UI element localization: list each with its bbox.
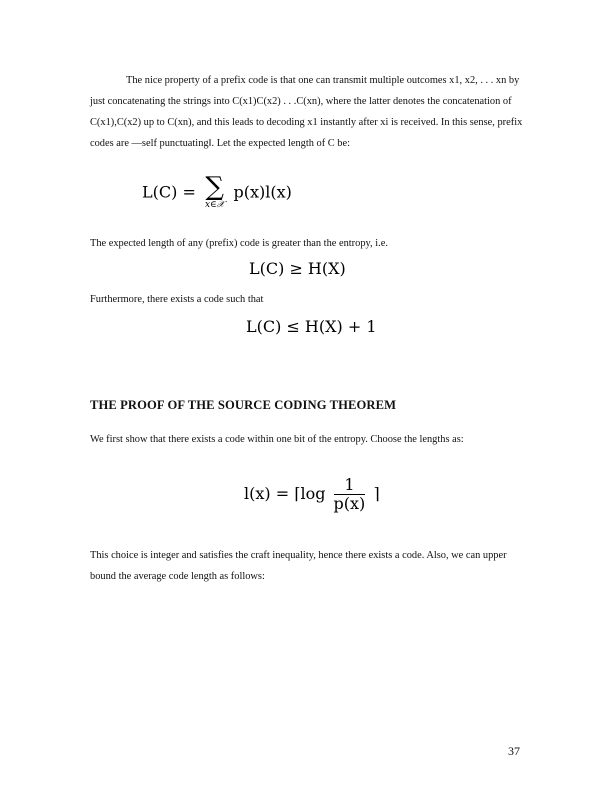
fraction: [334, 476, 366, 513]
fraction-denominator: p(x): [333, 494, 366, 513]
equation-expected-length: [142, 172, 292, 210]
paragraph-craft-inequality: This choice is integer and satisfies the craft inequality, hence there exists a code. Also, we can upper bound the average code length as follows:: [90, 550, 507, 582]
paragraph-furthermore: Furthermore, there exists a code such that: [90, 294, 264, 305]
equation-upper-bound: L(C) ≤ H(X) + 1: [246, 317, 377, 336]
eq1-rhs: p(x)l(x): [233, 182, 292, 202]
equation-length-choice: [244, 476, 380, 513]
fraction-numerator: 1: [334, 476, 366, 495]
sigma-symbol: ∑: [205, 172, 224, 202]
eq4-ceiling-close: ⌉: [373, 484, 380, 503]
summation-subscript: x∈𝒳: [204, 200, 225, 210]
paragraph-choose-lengths: We first show that there exists a code within one bit of the entropy. Choose the lengths as:: [90, 434, 464, 445]
summation: [204, 172, 225, 210]
paragraph-entropy-bound: The expected length of any (prefix) code is greater than the entropy, i.e.: [90, 238, 388, 249]
equation-lower-bound: L(C) ≥ H(X): [249, 259, 346, 278]
page-number: 37: [508, 744, 520, 758]
eq1-lhs: L(C) =: [142, 182, 196, 202]
section-heading: THE PROOF OF THE SOURCE CODING THEOREM: [90, 398, 397, 412]
paragraph-prefix-code: The nice property of a prefix code is that one can transmit multiple outcomes x1, x2, . . . xn by just concatenating the strings into C(x1)C(x2) . . .C(xn), where the latter denotes the concatenation of C(x1),C(x2) up to C(xn), and this leads to decoding x1 instantly after xi is received. In this sense, prefix codes are —self punctuating‖. Let the expected length of C be:: [90, 75, 523, 149]
eq4-lhs: l(x) = ⌈log: [244, 484, 326, 503]
